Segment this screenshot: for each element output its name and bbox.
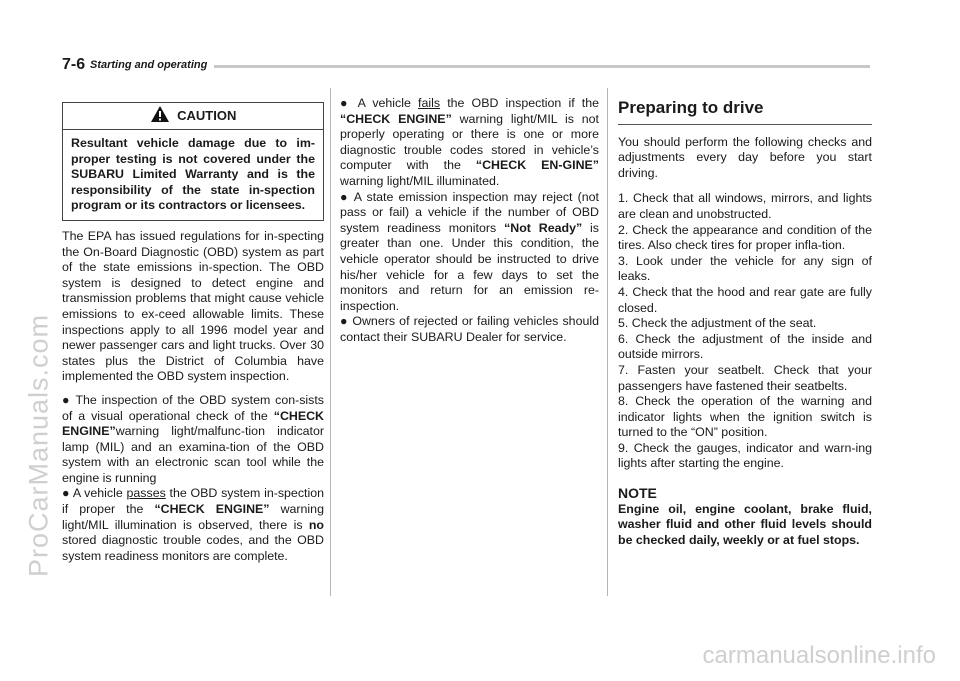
checklist-item: 1. Check that all windows, mirrors, and lights are clean and unobstructed. [618, 191, 872, 221]
bullet-icon: ● [62, 392, 71, 407]
bullet-item [62, 486, 324, 564]
fails-term: fails [418, 96, 441, 110]
bullet-item [340, 314, 599, 345]
caution-label: CAUTION [177, 108, 237, 123]
checklist-item: 6. Check the adjustment of the inside and outside mirrors. [618, 331, 872, 362]
bullet-text: the OBD system in-spection if proper the [62, 486, 324, 517]
bullet-text: A state emission inspection may reject (not pass or fail) a vehicle if the number of OBD system readiness monitors [340, 189, 600, 235]
passes-term: passes [126, 486, 166, 501]
bullet-text: Owners of rejected or failing vehicles should contact their SUBARU Dealer for service. [340, 314, 599, 344]
checklist-item: 2. Check the appearance and condition of the tires. Also check tires for proper infla-tion. [618, 222, 872, 253]
bullet-text: the OBD inspection if the [447, 96, 599, 110]
bullet-icon: ● [340, 96, 352, 110]
side-watermark: ProCarManuals.com [23, 313, 54, 578]
bullet-text: stored diagnostic trouble codes, and the OBD system readiness monitors are complete. [62, 533, 324, 563]
bullet-text: warning light/MIL is not properly operating or there is one or more diagnostic trouble codes stored in vehicle’s computer with the [340, 111, 599, 173]
check-engine-term: “CHECK ENGINE” [62, 408, 325, 439]
bullet-text: warning light/MIL illuminated. [340, 173, 500, 188]
column-divider [607, 88, 608, 596]
bullet-text: warning light/malfunc-tion indicator lamp (MIL) and an examina-tion of the OBD system with an electronic scan tool while the engine is running [62, 424, 324, 485]
column-right [618, 96, 872, 548]
caution-box [62, 102, 324, 221]
obd-intro-paragraph: The EPA has issued regulations for in-specting the On-Board Diagnostic (OBD) system as part of the state emissions in-spection. The OBD system is designed to detect engine and transmission problems that might cause vehicle emissions to ex-ceed allowable limits. These inspections apply to all 1996 model year and newer passenger cars and light trucks. Over 30 states plus the District of Columbia have implemented the OBD system inspection. [62, 228, 324, 384]
check-engine-term: “CHECK EN-GINE” [475, 158, 599, 173]
page-number: 7-6 [62, 56, 86, 73]
header-rule [214, 65, 870, 68]
checklist-item: 5. Check the adjustment of the seat. [618, 316, 817, 331]
checklist-item: 9. Check the gauges, indicator and warn-ing lights after starting the engine. [618, 440, 872, 471]
bullet-text: is greater than one. Under this condition, the vehicle operator should be instructed to drive his/her vehicle for a few days to set the monitors and return for an emission re-inspection. [340, 220, 599, 313]
bullet-item [62, 393, 324, 487]
checklist-item: 3. Look under the vehicle for any sign of leaks. [618, 253, 872, 284]
bullet-text: warning light/MIL illumination is observed, there is [62, 502, 324, 532]
caution-header [63, 103, 323, 130]
column-left [62, 96, 324, 564]
column-middle [340, 96, 599, 346]
page-header [62, 56, 870, 76]
section-heading: Preparing to drive [618, 100, 872, 125]
bullet-item [340, 96, 599, 190]
check-engine-term: “CHECK ENGINE” [340, 111, 452, 126]
bullet-icon: ● [340, 314, 349, 329]
warning-triangle-icon [150, 105, 170, 128]
no-term: no [308, 517, 324, 532]
check-engine-term: “CHECK ENGINE” [154, 502, 270, 517]
bullet-icon: ● [62, 486, 70, 501]
note-text: Engine oil, engine coolant, brake fluid, washer fluid and other fluid levels should be checked daily, weekly or at fuel stops. [618, 501, 872, 547]
intro-paragraph: You should perform the following checks and adjustments every day before you start driving. [618, 134, 872, 180]
caution-text: Resultant vehicle damage due to im-proper testing is not covered under the SUBARU Limited Warranty and is the responsibility of the state in-spection program or its contractors or licensees. [71, 136, 315, 213]
note-title: NOTE [618, 485, 657, 502]
bullet-text: The inspection of the OBD system con-sists of a visual operational check of the [62, 392, 325, 423]
bottom-watermark: carmanualsonline.info [702, 642, 936, 669]
checklist-item: 7. Fasten your seatbelt. Check that your passengers have fastened their seatbelts. [618, 362, 872, 393]
bullet-text: A vehicle [357, 96, 411, 110]
not-ready-term: “Not Ready” [504, 220, 583, 235]
bullet-text: A vehicle [72, 486, 123, 501]
checklist-item: 4. Check that the hood and rear gate are fully closed. [618, 284, 872, 315]
section-title: Starting and operating [90, 59, 208, 71]
bullet-icon: ● [340, 189, 350, 204]
column-divider [330, 88, 331, 596]
checklist [618, 191, 872, 472]
checklist-item: 8. Check the operation of the warning and indicator lights when the ignition switch is turned to the “ON” position. [618, 394, 872, 440]
bullet-item [340, 190, 599, 315]
